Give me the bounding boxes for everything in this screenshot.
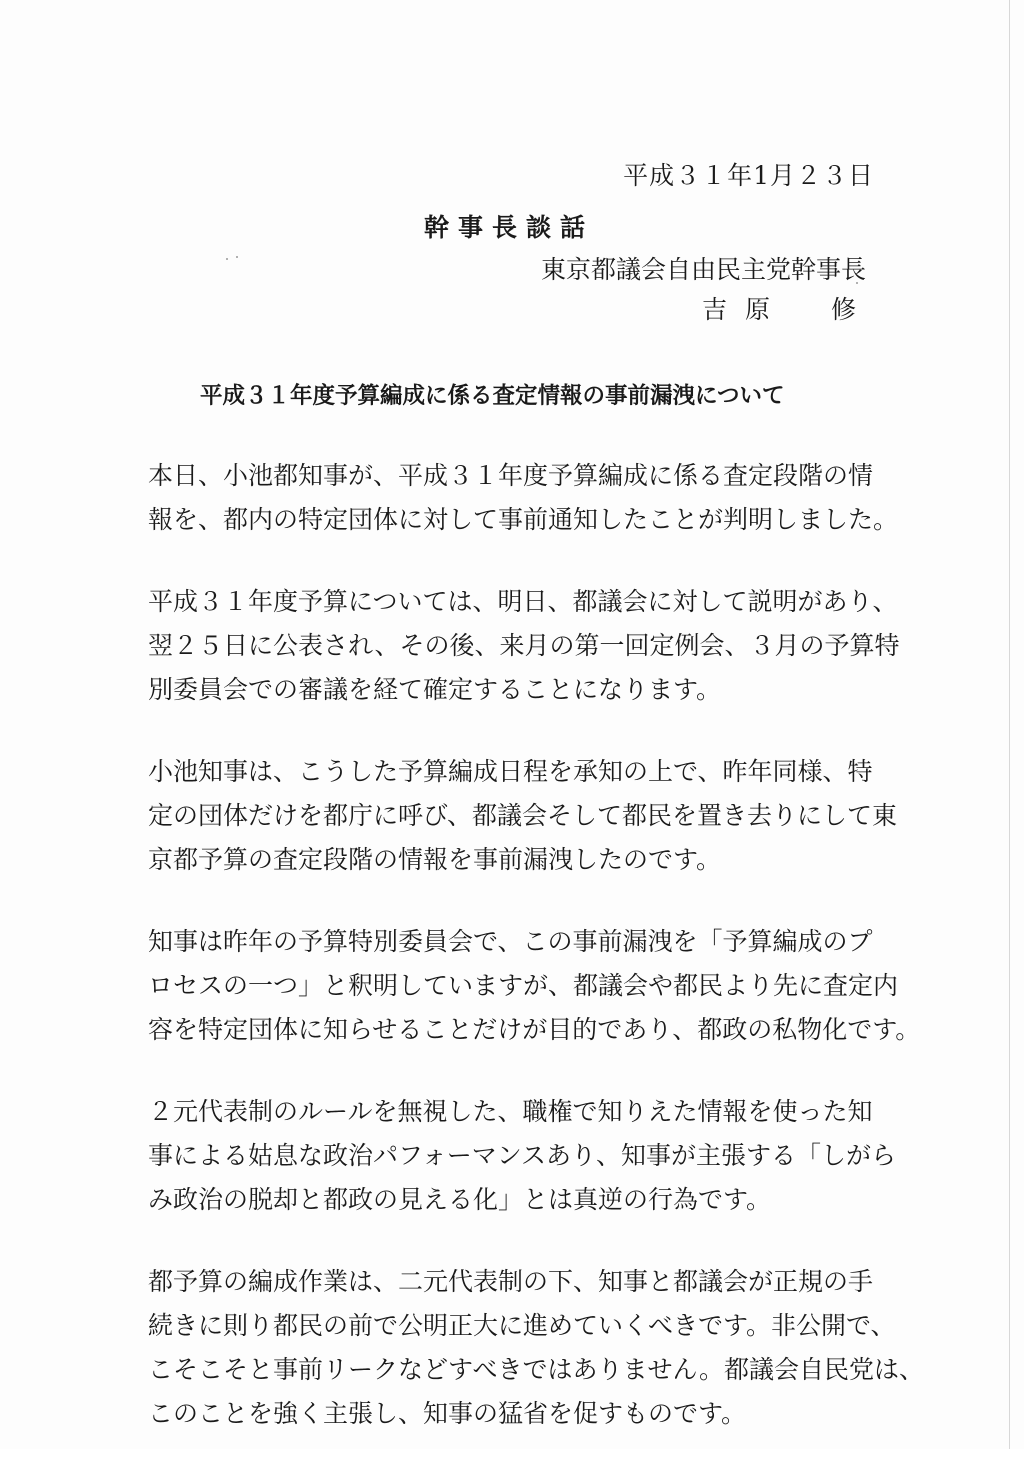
- paragraph-line: 小池知事は、こうした予算編成日程を承知の上で、昨年同様、特: [148, 757, 873, 786]
- paragraph-1: [148, 454, 899, 542]
- author-name: 吉原 修: [701, 295, 874, 324]
- author-organization: 東京都議会自由民主党幹事長: [540, 255, 866, 284]
- paragraph-line: 京都予算の査定段階の情報を事前漏洩したのです。: [148, 845, 722, 874]
- paragraph-line: 続きに則り都民の前で公明正大に進めていくべきです。非公開で、: [148, 1311, 896, 1340]
- paragraph-line: 報を、都内の特定団体に対して事前通知したことが判明しました。: [148, 505, 899, 534]
- paragraph-line: 翌２５日に公表され、その後、来月の第一回定例会、３月の予算特: [148, 631, 900, 660]
- paragraph-line: ２元代表制のルールを無視した、職権で知りえた情報を使った知: [148, 1097, 873, 1126]
- paragraph-3: [148, 750, 898, 882]
- paragraph-line: ロセスの一つ」と釈明していますが、都議会や都民より先に査定内: [148, 971, 899, 1000]
- paragraph-line: 定の団体だけを都庁に呼び、都議会そして都民を置き去りにして東: [148, 801, 898, 830]
- document-date: 平成３１年1月２３日: [623, 161, 874, 190]
- paragraph-line: 本日、小池都知事が、平成３１年度予算編成に係る査定段階の情: [148, 461, 874, 490]
- paragraph-line: 知事は昨年の予算特別委員会で、この事前漏洩を「予算編成のプ: [148, 927, 873, 956]
- paragraph-line: み政治の脱却と都政の見える化」とは真逆の行為です。: [148, 1185, 772, 1214]
- document-body: [148, 454, 925, 1474]
- paragraph-line: こそこそと事前リークなどすべきではありません。都議会自民党は、: [148, 1355, 925, 1384]
- paragraph-5: [148, 1090, 897, 1222]
- paragraph-line: 容を特定団体に知らせることだけが目的であり、都政の私物化です。: [148, 1015, 921, 1044]
- paragraph-line: このことを強く主張し、知事の猛省を促すものです。: [148, 1399, 747, 1428]
- paragraph-2: [148, 580, 900, 712]
- scan-edge-line: [1009, 0, 1010, 1449]
- paragraph-line: 都予算の編成作業は、二元代表制の下、知事と都議会が正規の手: [148, 1267, 874, 1296]
- document-header-title: 幹事長談話: [424, 213, 595, 242]
- scan-speck: [226, 258, 228, 260]
- paragraph-6: [148, 1260, 925, 1436]
- paragraph-line: 別委員会での審議を経て確定することになります。: [148, 675, 722, 704]
- document-subject: 平成３１年度予算編成に係る査定情報の事前漏洩について: [200, 383, 785, 409]
- paragraph-4: [148, 920, 921, 1052]
- paragraph-line: 事による姑息な政治パフォーマンスあり、知事が主張する「しがら: [148, 1141, 897, 1170]
- paragraph-line: 平成３１年度予算については、明日、都議会に対して説明があり、: [148, 587, 898, 616]
- scan-speck: [236, 256, 238, 258]
